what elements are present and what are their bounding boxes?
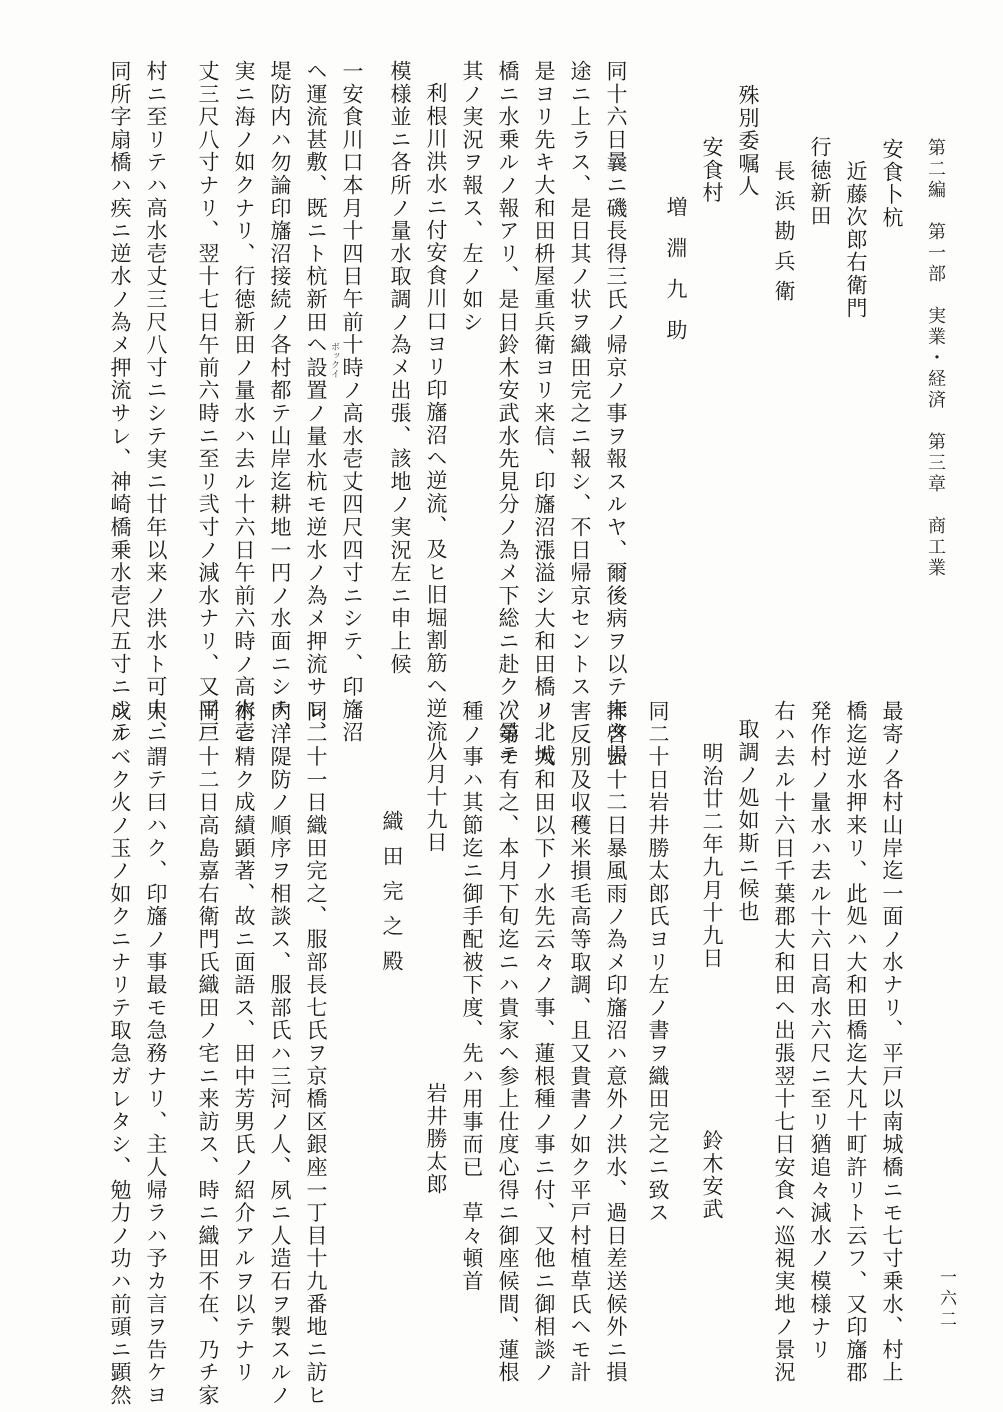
text-column: 同二十一日織田完之、服部長七氏ヲ京橋区銀座一丁目十九番地ニ訪ヒ [304, 700, 328, 1407]
text-column: 利根川洪水ニ付安食川口ヨリ印旛沼ヘ逆流、及ヒ旧堀割筋ヘ逆流ノ [424, 82, 448, 766]
text-column: 同所字扇橋ハ疾ニ逆水ノ為メ押流サレ、神崎橋乗水壱尺五寸ニシテ [108, 60, 132, 744]
date-and-signature: 明治廿二年九月十九日 鈴木安武 [700, 742, 724, 1221]
text-column: 害反別及収穫米損毛高等取調、且又貴書ノ如ク平戸村植草氏ヘモ計 [568, 700, 592, 1384]
text-column: 堤防内ハ勿論印旛沼接続ノ各村都テ山岸迄耕地一円ノ水面ニシテ、 [268, 60, 292, 744]
text-column: 実ニ海ノ如クナリ、行徳新田ノ量水ハ去ル十六日午前六時ノ高水壱 [232, 60, 256, 744]
text-column: 人ニ謂テ曰ハク、印旛ノ事最モ急務ナリ、主人帰ラハ予カ言ヲ告ケヨ [144, 700, 168, 1407]
text-column: 発作村ノ量水ハ去ル十六日高水六尺ニ至リ猶追々減水ノ模様ナリ [808, 700, 832, 1362]
text-column: 同十六日曩ニ磯長得三氏ノ帰京ノ事ヲ報スルヤ、爾後病ヲ以テ未タ帰 [604, 60, 628, 767]
text-column: 取調ノ処如斯ニ候也 [736, 718, 760, 924]
signatory-line: 行徳新田 [808, 136, 832, 228]
signatory-line: 安食卜杭 [880, 138, 904, 230]
text-column: 丈三尺八寸ナリ、翌十七日午前六時ニ至リ弐寸ノ減水ナリ、又平戸 [196, 60, 220, 744]
text-column: 橋ニ水乗ルノ報アリ、是日鈴木安武水先見分ノ為メ下総ニ赴ク、尋テ [496, 60, 520, 767]
running-head: 第二編 第一部 実業・経済 第三章 商工業 [925, 138, 946, 579]
text-column: 一安食川口本月十四日午前十時ノ高水壱丈四尺四寸ニシテ、印旛沼 [340, 60, 364, 744]
text-column: 途ニ上ラス、是日其ノ状ヲ織田完之ニ報シ、不日帰京セントス [568, 60, 592, 699]
text-column: 村ニ至リテハ高水壱丈三尺八寸ニシテ実ニ廿年以来ノ洪水ト可申、 [144, 60, 168, 744]
signatory-line: 安食村 [700, 136, 724, 205]
date-and-signature: 八月十九日 岩井勝太郎 [424, 740, 448, 1196]
text-column: 内洋隄防ノ順序ヲ相談ス、服部氏ハ三河ノ人、夙ニ人造石ヲ製スルノ [268, 700, 292, 1407]
text-column: 是ヨリ先キ大和田枡屋重兵衛ヨリ来信、印旛沼漲溢シ大和田橋ノ北城 [532, 60, 556, 767]
text-column: 右ハ去ル十六日千葉郡大和田ヘ出張翌十七日安食ヘ巡視実地ノ景況 [772, 700, 796, 1384]
text-column: 術ニ精ク成績顕著、故ニ面語ス、田中芳男氏ノ紹介アルヲ以テナリ [232, 700, 256, 1384]
signatory-line: 増淵九助 [664, 196, 688, 360]
addressee: 織田完之殿 [380, 740, 404, 985]
text-column: リ、大和田以下ノ水先云々ノ事、蓮根種ノ事ニ付、又他ニ御相談ノ [532, 700, 556, 1384]
text-column: 成ルベク火ノ玉ノ如クニナリテ取急ガレタシ、勉力ノ功ハ前頭ニ顕然 [108, 700, 132, 1407]
page-number: 一六二 [936, 1268, 956, 1331]
text-column: 同二十日岩井勝太郎氏ヨリ左ノ書ヲ織田完之ニ致ス [646, 700, 670, 1225]
signatory-line: 長浜勘兵衛 [772, 160, 796, 310]
text-column: 模様並ニ各所ノ量水取調ノ為メ出張、該地ノ実況左ニ申上候 [388, 60, 412, 676]
text-column: 同二十二日高島嘉右衛門氏織田ノ宅ニ来訪ス、時ニ織田不在、乃チ家 [196, 700, 220, 1407]
text-column: 其ノ実況ヲ報ス、左ノ如シ [460, 60, 484, 334]
signatory-line: 殊別委嘱人 [736, 84, 760, 198]
text-column: 拝啓去十二日暴風雨ノ為メ印旛沼ハ意外ノ洪水、過日差送候外ニ損 [604, 700, 628, 1384]
text-column: ヘ運流甚敷、既ニト杭新田ヘ設置ノ量水杭モ逆水ノ為メ押流サレ、 [304, 60, 328, 744]
text-column: 種ノ事ハ其節迄ニ御手配被下度、先ハ用事而已 草々頓首 [460, 700, 484, 1293]
text-column: 橋迄逆水押来リ、此処ハ大和田橋迄大凡十町許リト云フ、又印旛郡 [844, 700, 868, 1384]
signatory-line: 近藤次郎右衛門 [844, 160, 868, 320]
ruby-annotation: ボックイ [329, 342, 339, 378]
text-column: 最寄ノ各村山岸迄一面ノ水ナリ、平戸以南城橋ニモ七寸乗水、村上 [880, 700, 904, 1384]
text-column: 次第モ有之、本月下旬迄ニハ貴家ヘ参上仕度心得ニ御座候間、蓮根 [496, 700, 520, 1384]
